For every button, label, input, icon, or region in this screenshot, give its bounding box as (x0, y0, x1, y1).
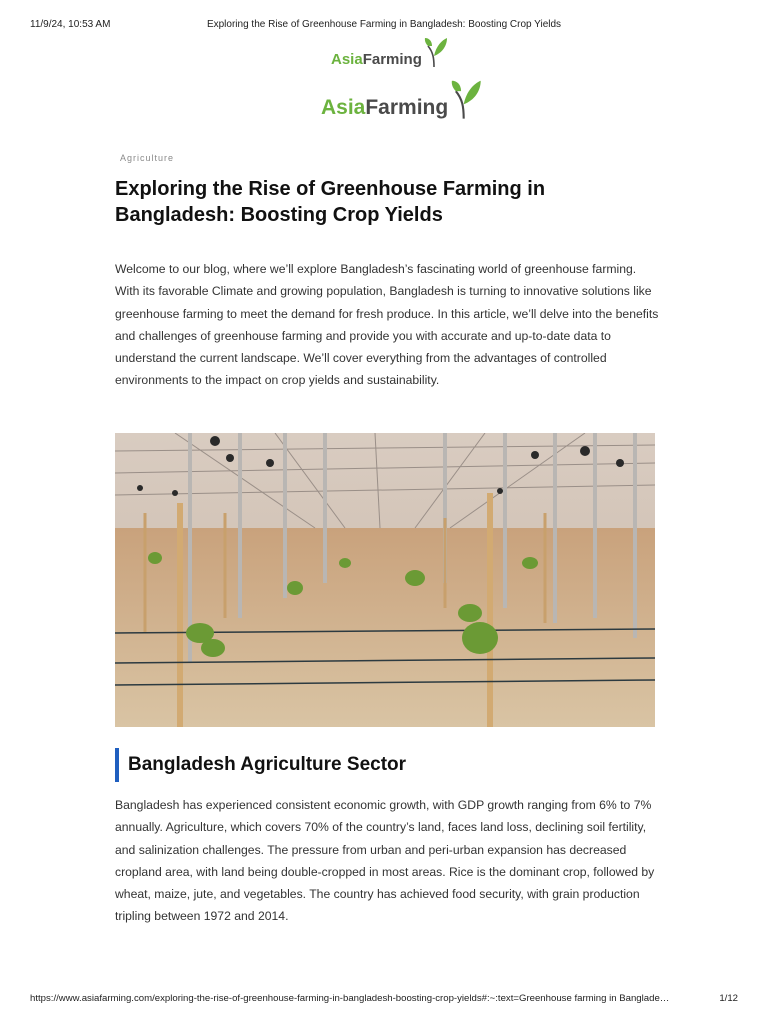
logo-text-farming: Farming (365, 96, 449, 119)
logo-text-asia: Asia (321, 96, 366, 119)
article-category[interactable]: Agriculture (120, 153, 175, 163)
site-logo-small[interactable] (331, 36, 448, 68)
print-footer (30, 993, 738, 1007)
greenhouse-vineyard-image (115, 433, 655, 727)
article-title: Exploring the Rise of Greenhouse Farming in Bangladesh: Boosting Crop Yields (115, 178, 546, 226)
section-paragraph: Bangladesh has experienced consistent economic growth, with GDP growth ranging from 6% to 7% annually. Agriculture, which covers 70% of the country’s land, faces land loss, declining soil fertility, and salinization challenges. The pressure from urban and peri-urban expansion has decreased cropland area, with land being double-cropped in most areas. Rice is the dominant crop, followed by wheat, maize, jute, and vegetables. The country has achieved food security, with grain production tripling between 1972 and 2014. (115, 798, 655, 924)
section-heading: Bangladesh Agriculture Sector (115, 748, 406, 782)
print-page-title: Exploring the Rise of Greenhouse Farming in Bangladesh: Boosting Crop Yields (206, 19, 562, 30)
print-header (30, 19, 738, 33)
print-timestamp: 11/9/24, 10:53 AM (30, 19, 111, 30)
logo-text-asia: Asia (331, 51, 363, 68)
leaf-icon (448, 78, 482, 120)
page-number: 1/12 (719, 993, 738, 1004)
site-logo-large[interactable] (321, 78, 482, 120)
print-url[interactable]: https://www.asiafarming.com/exploring-the-rise-of-greenhouse-farming-in-bangladesh-boosting-crop-yields#:~:text=Greenhouse farming in Banglade… (30, 993, 670, 1004)
leaf-icon (422, 36, 448, 68)
article-intro: Welcome to our blog, where we’ll explore Bangladesh’s fascinating world of greenhouse farming. With its favorable Climate and growing population, Bangladesh is turning to innovative solutions like greenhouse farming to meet the demand for fresh produce. In this article, we’ll delve into the benefits and challenges of greenhouse farming and provide you with accurate and up-to-date data to understand the current landscape. We’ll cover everything from the advantages of controlled environments to the impact on crop yields and sustainability. (115, 262, 659, 388)
logo-text-farming: Farming (362, 51, 422, 68)
